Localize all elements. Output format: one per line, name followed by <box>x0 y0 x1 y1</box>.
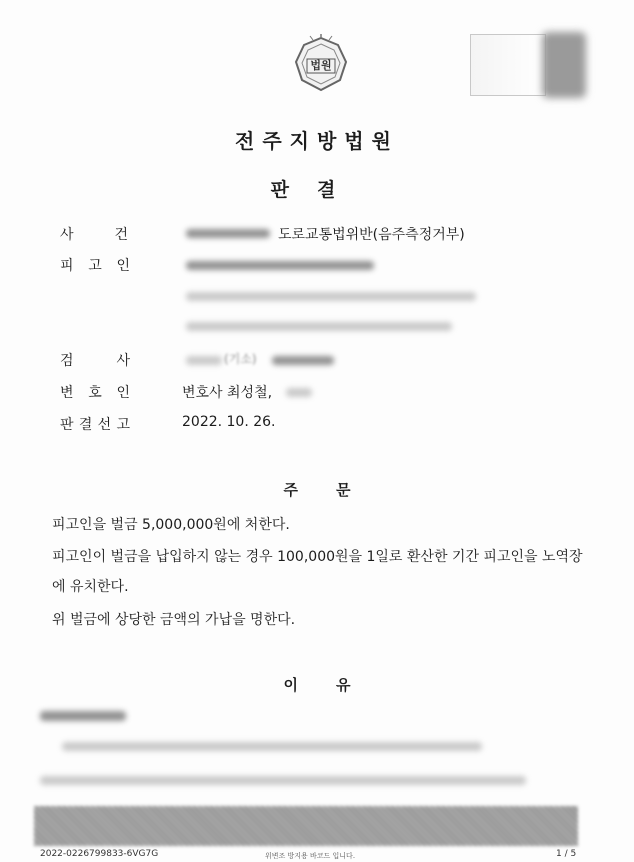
prosecutor-label-char-2: 사 <box>116 353 130 369</box>
verdict-date-label-char-1: 판 <box>60 417 74 433</box>
prosecutor-label-char-1: 검 <box>60 353 74 369</box>
redacted-stamp <box>542 32 586 98</box>
document-id: 2022-0226799833-6VG7G <box>40 849 159 859</box>
redacted-defendant-name <box>186 261 374 270</box>
redacted-prosecutor-extra <box>272 356 334 365</box>
counsel-value: 변호사 최성철, <box>182 385 273 401</box>
defendant-label <box>60 255 130 275</box>
redacted-reason-heading <box>40 711 126 721</box>
order-paragraph-2: 피고인이 벌금을 납입하지 않는 경우 100,000원을 1일로 환산한 기간 피고인을 노역장 <box>52 549 583 565</box>
redacted-case-number <box>186 229 270 238</box>
document-title: 판결 <box>270 179 364 201</box>
prosecutor-label <box>60 350 130 370</box>
order-paragraph-2-continued: 에 유치한다. <box>52 579 129 595</box>
barcode-caption: 위변조 방지용 바코드 입니다. <box>265 852 356 860</box>
redacted-defendant-address-2 <box>186 322 452 331</box>
stamp-frame <box>470 34 546 96</box>
counsel-label <box>60 382 130 402</box>
redacted-reason-line-2 <box>40 776 526 785</box>
verdict-date-value: 2022. 10. 26. <box>182 414 276 430</box>
verdict-date-label-char-2: 결 <box>78 417 93 433</box>
counsel-label-char-2: 호 <box>88 385 102 401</box>
defendant-label-char-3: 인 <box>116 258 130 274</box>
verdict-date-label-char-3: 선 <box>97 417 112 433</box>
case-label-char-1: 사 <box>60 227 74 243</box>
court-name: 전주지방법원 <box>235 129 399 153</box>
case-value: 도로교통법위반(음주측정거부) <box>278 227 465 243</box>
counsel-label-char-1: 변 <box>60 385 74 401</box>
seal-text: 법원 <box>310 59 332 72</box>
anti-forgery-barcode <box>34 806 578 846</box>
court-seal-icon <box>288 32 354 98</box>
redacted-defendant-address-1 <box>186 292 476 301</box>
redacted-counsel-name <box>286 388 312 397</box>
order-paragraph-3: 위 벌금에 상당한 금액의 가납을 명한다. <box>52 612 296 628</box>
page-number: 1 / 5 <box>556 849 577 859</box>
verdict-date-label <box>60 414 130 434</box>
case-label <box>60 224 128 244</box>
prosecutor-value: (기소) <box>224 352 257 366</box>
order-section-title: 주문 <box>283 481 389 499</box>
counsel-label-char-3: 인 <box>116 385 130 401</box>
order-paragraph-1: 피고인을 벌금 5,000,000원에 처한다. <box>52 517 290 533</box>
redacted-prosecutor-name <box>186 356 222 365</box>
reason-section-title: 이유 <box>283 676 389 694</box>
document-stamp-box <box>470 32 586 98</box>
verdict-date-label-char-4: 고 <box>116 417 130 433</box>
defendant-label-char-2: 고 <box>88 258 102 274</box>
redacted-reason-line-1 <box>62 742 482 751</box>
defendant-label-char-1: 피 <box>60 258 74 274</box>
case-label-char-2: 건 <box>114 227 128 243</box>
